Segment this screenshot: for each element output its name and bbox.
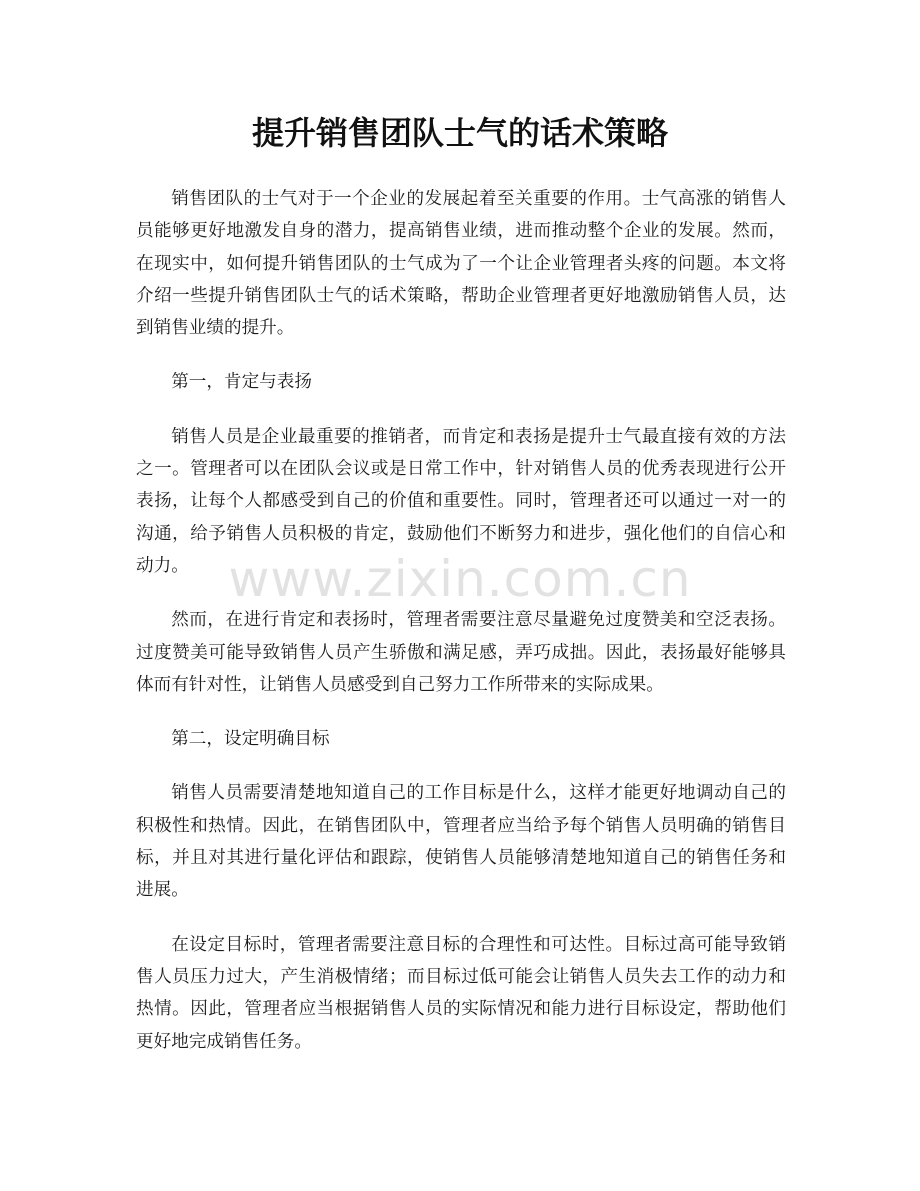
document-body [136, 183, 786, 1080]
section-heading-2: 第二，设定明确目标 [171, 729, 330, 750]
paragraph: 然而，在进行肯定和表扬时，管理者需要注意尽量避免过度赞美和空泛表扬。过度赞美可能导致销售人员产生骄傲和满足感，弄巧成拙。因此，表扬最好能够具体而有针对性，让销售人员感受到自己努力工作所带来的实际成果。 [136, 610, 786, 695]
paragraph: 销售人员需要清楚地知道自己的工作目标是什么，这样才能更好地调动自己的积极性和热情。因此，在销售团队中，管理者应当给予每个销售人员明确的销售目标，并且对其进行量化评估和跟踪，使销售人员能够清楚地知道自己的销售任务和进展。 [136, 783, 786, 901]
paragraph: 销售人员是企业最重要的推销者，而肯定和表扬是提升士气最直接有效的方法之一。管理者可以在团队会议或是日常工作中，针对销售人员的优秀表现进行公开表扬，让每个人都感受到自己的价值和重要性。同时，管理者还可以通过一对一的沟通，给予销售人员积极的肯定，鼓励他们不断努力和进步，强化他们的自信心和动力。 [136, 426, 786, 576]
section-heading-1: 第一，肯定与表扬 [171, 372, 312, 393]
intro-paragraph: 销售团队的士气对于一个企业的发展起着至关重要的作用。士气高涨的销售人员能够更好地激发自身的潜力，提高销售业绩，进而推动整个企业的发展。然而，在现实中，如何提升销售团队的士气成为了一个让企业管理者头疼的问题。本文将介绍一些提升销售团队士气的话术策略，帮助企业管理者更好地激励销售人员，达到销售业绩的提升。 [136, 189, 786, 339]
page-title: 提升销售团队士气的话术策略 [251, 114, 668, 152]
paragraph: 在设定目标时，管理者需要注意目标的合理性和可达性。目标过高可能导致销售人员压力过大，产生消极情绪；而目标过低可能会让销售人员失去工作的动力和热情。因此，管理者应当根据销售人员的实际情况和能力进行目标设定，帮助他们更好地完成销售任务。 [136, 934, 786, 1052]
watermark: www.zixin.com.cn [228, 550, 692, 608]
